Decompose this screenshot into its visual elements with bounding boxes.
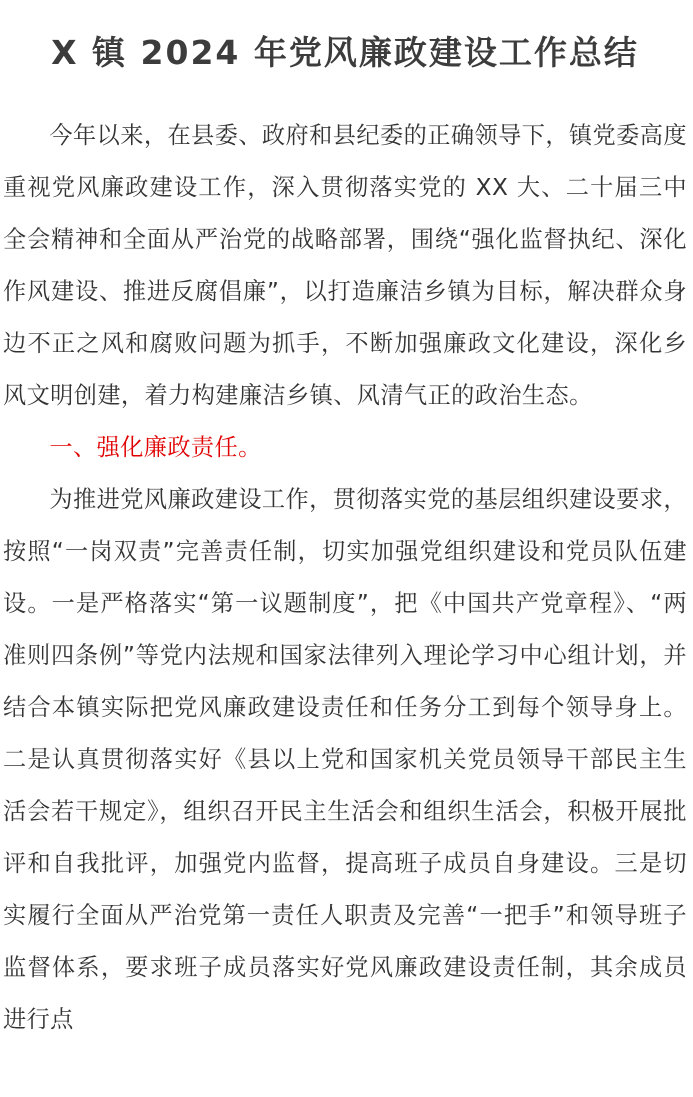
intro-paragraph: 今年以来，在县委、政府和县纪委的正确领导下，镇党委高度重视党风廉政建设工作，深入贯彻落实党的 XX 大、二十届三中全会精神和全面从严治党的战略部署，围绕“强化监督执纪、深化作风建设、推进反腐倡廉”，以打造廉洁乡镇为目标，解决群众身边不正之风和腐败问题为抓手，不断加强廉政文化建设，深化乡风文明创建，着力构建廉洁乡镇、风清气正的政治生态。 (3, 122, 687, 409)
document-title: X 镇 2024 年党风廉政建设工作总结 (51, 33, 639, 72)
section-heading-1: 一、强化廉政责任。 (49, 434, 262, 461)
document-body (3, 110, 687, 1046)
section-paragraph-1: 为推进党风廉政建设工作，贯彻落实党的基层组织建设要求，按照“一岗双责”完善责任制，切实加强党组织建设和党员队伍建设。一是严格落实“第一议题制度”，把《中国共产党章程》、“两准则四条例”等党内法规和国家法律列入理论学习中心组计划，并结合本镇实际把党风廉政建设责任和任务分工到每个领导身上。二是认真贯彻落实好《县以上党和国家机关党员领导干部民主生活会若干规定》，组织召开民主生活会和组织生活会，积极开展批评和自我批评，加强党内监督，提高班子成员自身建设。三是切实履行全面从严治党第一责任人职责及完善“一把手”和领导班子监督体系，要求班子成员落实好党风廉政建设责任制，其余成员进行点 (3, 486, 687, 1033)
